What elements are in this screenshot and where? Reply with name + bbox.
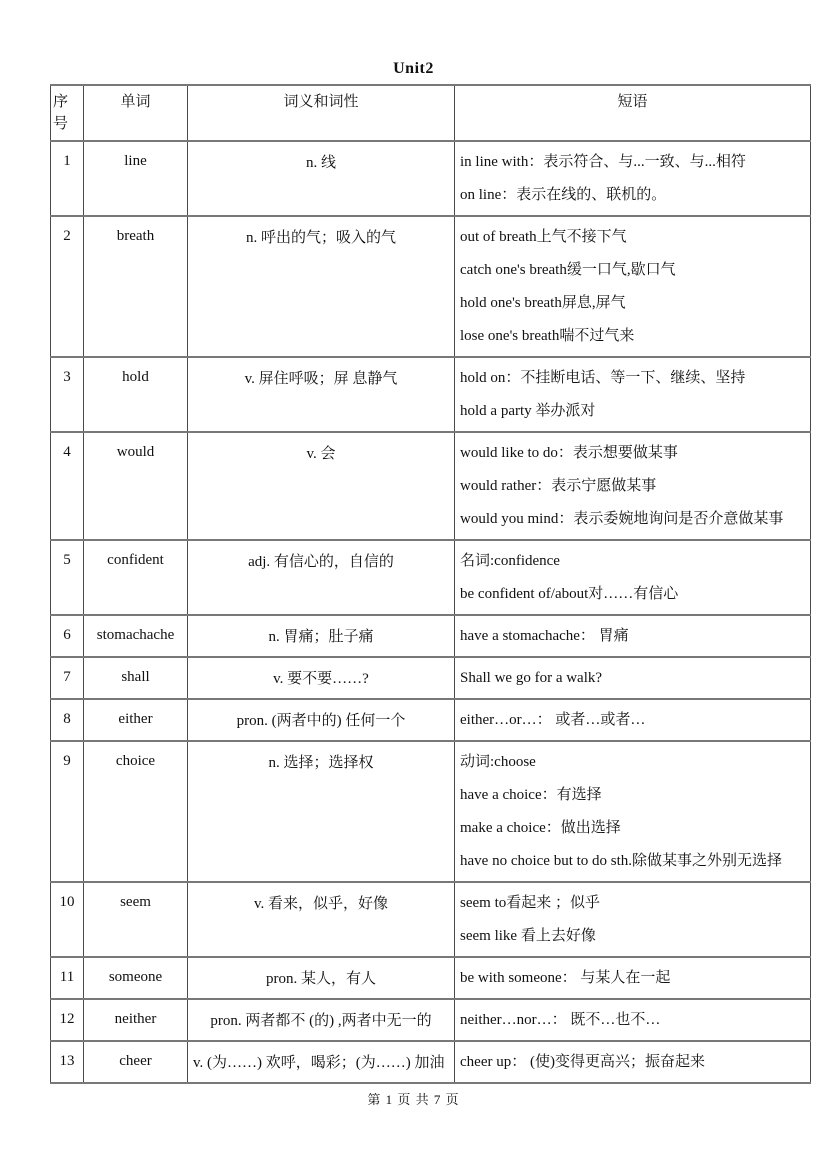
row-number: 11: [51, 957, 84, 999]
row-number: 4: [51, 432, 84, 540]
word-cell: shall: [84, 657, 188, 699]
phrase-line: would rather：表示宁愿做某事: [460, 478, 657, 494]
meaning-cell: n. 线: [188, 141, 455, 216]
row-number: 5: [51, 540, 84, 615]
table-row: [51, 141, 811, 216]
row-number: 9: [51, 741, 84, 882]
word-cell: line: [84, 141, 188, 216]
phrase-line: make a choice：做出选择: [460, 820, 621, 836]
row-number: 8: [51, 699, 84, 741]
phrases-cell: [455, 657, 811, 699]
phrases-cell: [455, 432, 811, 540]
table-row: [51, 657, 811, 699]
row-number: 2: [51, 216, 84, 357]
row-number: 10: [51, 882, 84, 957]
header-row: [51, 85, 811, 141]
vocabulary-table: [50, 84, 811, 1084]
row-number: 1: [51, 141, 84, 216]
phrase-line: seem like 看上去好像: [460, 928, 596, 944]
meaning-cell: n. 选择；选择权: [188, 741, 455, 882]
table-row: [51, 882, 811, 957]
word-cell: cheer: [84, 1041, 188, 1083]
phrase-line: either…or…： 或者…或者…: [460, 712, 646, 728]
meaning-cell: n. 胃痛；肚子痛: [188, 615, 455, 657]
meaning-cell: v. 屏住呼吸；屏 息静气: [188, 357, 455, 432]
phrase-line: Shall we go for a walk?: [460, 670, 603, 686]
word-cell: either: [84, 699, 188, 741]
row-number: 6: [51, 615, 84, 657]
word-cell: stomachache: [84, 615, 188, 657]
phrase-line: hold a party 举办派对: [460, 403, 596, 419]
row-number: 12: [51, 999, 84, 1041]
phrase-line: be with someone： 与某人在一起: [460, 970, 671, 986]
table-row: [51, 216, 811, 357]
table-body: [51, 141, 811, 1083]
phrases-cell: [455, 216, 811, 357]
page-title: Unit2: [393, 60, 434, 77]
phrases-cell: [455, 882, 811, 957]
phrase-line: lose one's breath喘不过气来: [460, 328, 635, 344]
phrase-line: 名词:confidence: [460, 553, 560, 569]
phrase-line: would like to do：表示想要做某事: [460, 445, 678, 461]
phrase-line: have no choice but to do sth.除做某事之外别无选择: [460, 853, 783, 869]
phrase-line: hold one's breath屏息,屏气: [460, 295, 626, 311]
meaning-cell: v. 要不要……?: [188, 657, 455, 699]
meaning-cell: v. 会: [188, 432, 455, 540]
table-row: [51, 741, 811, 882]
header-meaning: 词义和词性: [188, 85, 455, 141]
phrases-cell: [455, 141, 811, 216]
header-word: 单词: [84, 85, 188, 141]
phrase-line: cheer up： (使)变得更高兴；振奋起来: [460, 1054, 705, 1070]
row-number: 13: [51, 1041, 84, 1083]
table-row: [51, 357, 811, 432]
phrase-line: in line with：表示符合、与...一致、与...相符: [460, 154, 746, 170]
word-cell: neither: [84, 999, 188, 1041]
meaning-cell: v. 看来，似乎，好像: [188, 882, 455, 957]
page-footer: 第 1 页 共 7 页: [367, 1092, 460, 1107]
word-cell: choice: [84, 741, 188, 882]
header-phrases: 短语: [455, 85, 811, 141]
phrase-line: out of breath上气不接下气: [460, 229, 627, 245]
phrase-line: catch one's breath缓一口气,歇口气: [460, 262, 676, 278]
word-cell: someone: [84, 957, 188, 999]
phrases-cell: [455, 957, 811, 999]
meaning-cell: pron. 某人，有人: [188, 957, 455, 999]
meaning-cell: v. (为……) 欢呼，喝彩；(为……) 加油: [188, 1041, 455, 1083]
table-row: [51, 999, 811, 1041]
phrase-line: on line：表示在线的、联机的。: [460, 187, 667, 203]
table-row: [51, 615, 811, 657]
phrase-line: seem to看起来 ；似乎: [460, 895, 600, 911]
word-cell: breath: [84, 216, 188, 357]
word-cell: confident: [84, 540, 188, 615]
phrases-cell: [455, 999, 811, 1041]
header-number: 序号: [51, 85, 84, 141]
table-row: [51, 1041, 811, 1083]
phrases-cell: [455, 615, 811, 657]
meaning-cell: pron. (两者中的) 任何一个: [188, 699, 455, 741]
table-row: [51, 432, 811, 540]
phrase-line: be confident of/about对……有信心: [460, 586, 679, 602]
meaning-cell: adj. 有信心的，自信的: [188, 540, 455, 615]
phrase-line: 动词:choose: [460, 754, 536, 770]
word-cell: would: [84, 432, 188, 540]
phrases-cell: [455, 540, 811, 615]
row-number: 7: [51, 657, 84, 699]
meaning-cell: pron. 两者都不 (的) ,两者中无一的: [188, 999, 455, 1041]
word-cell: seem: [84, 882, 188, 957]
table-row: [51, 957, 811, 999]
phrases-cell: [455, 741, 811, 882]
phrase-line: have a choice：有选择: [460, 787, 602, 803]
phrase-line: hold on：不挂断电话、等一下、继续、坚持: [460, 370, 746, 386]
phrase-line: would you mind：表示委婉地询问是否介意做某事: [460, 511, 784, 527]
meaning-cell: n. 呼出的气；吸入的气: [188, 216, 455, 357]
table-row: [51, 540, 811, 615]
row-number: 3: [51, 357, 84, 432]
phrase-line: neither…nor…： 既不…也不…: [460, 1012, 661, 1028]
phrase-line: have a stomachache： 胃痛: [460, 628, 629, 644]
table-row: [51, 699, 811, 741]
phrases-cell: [455, 1041, 811, 1083]
phrases-cell: [455, 699, 811, 741]
word-cell: hold: [84, 357, 188, 432]
phrases-cell: [455, 357, 811, 432]
